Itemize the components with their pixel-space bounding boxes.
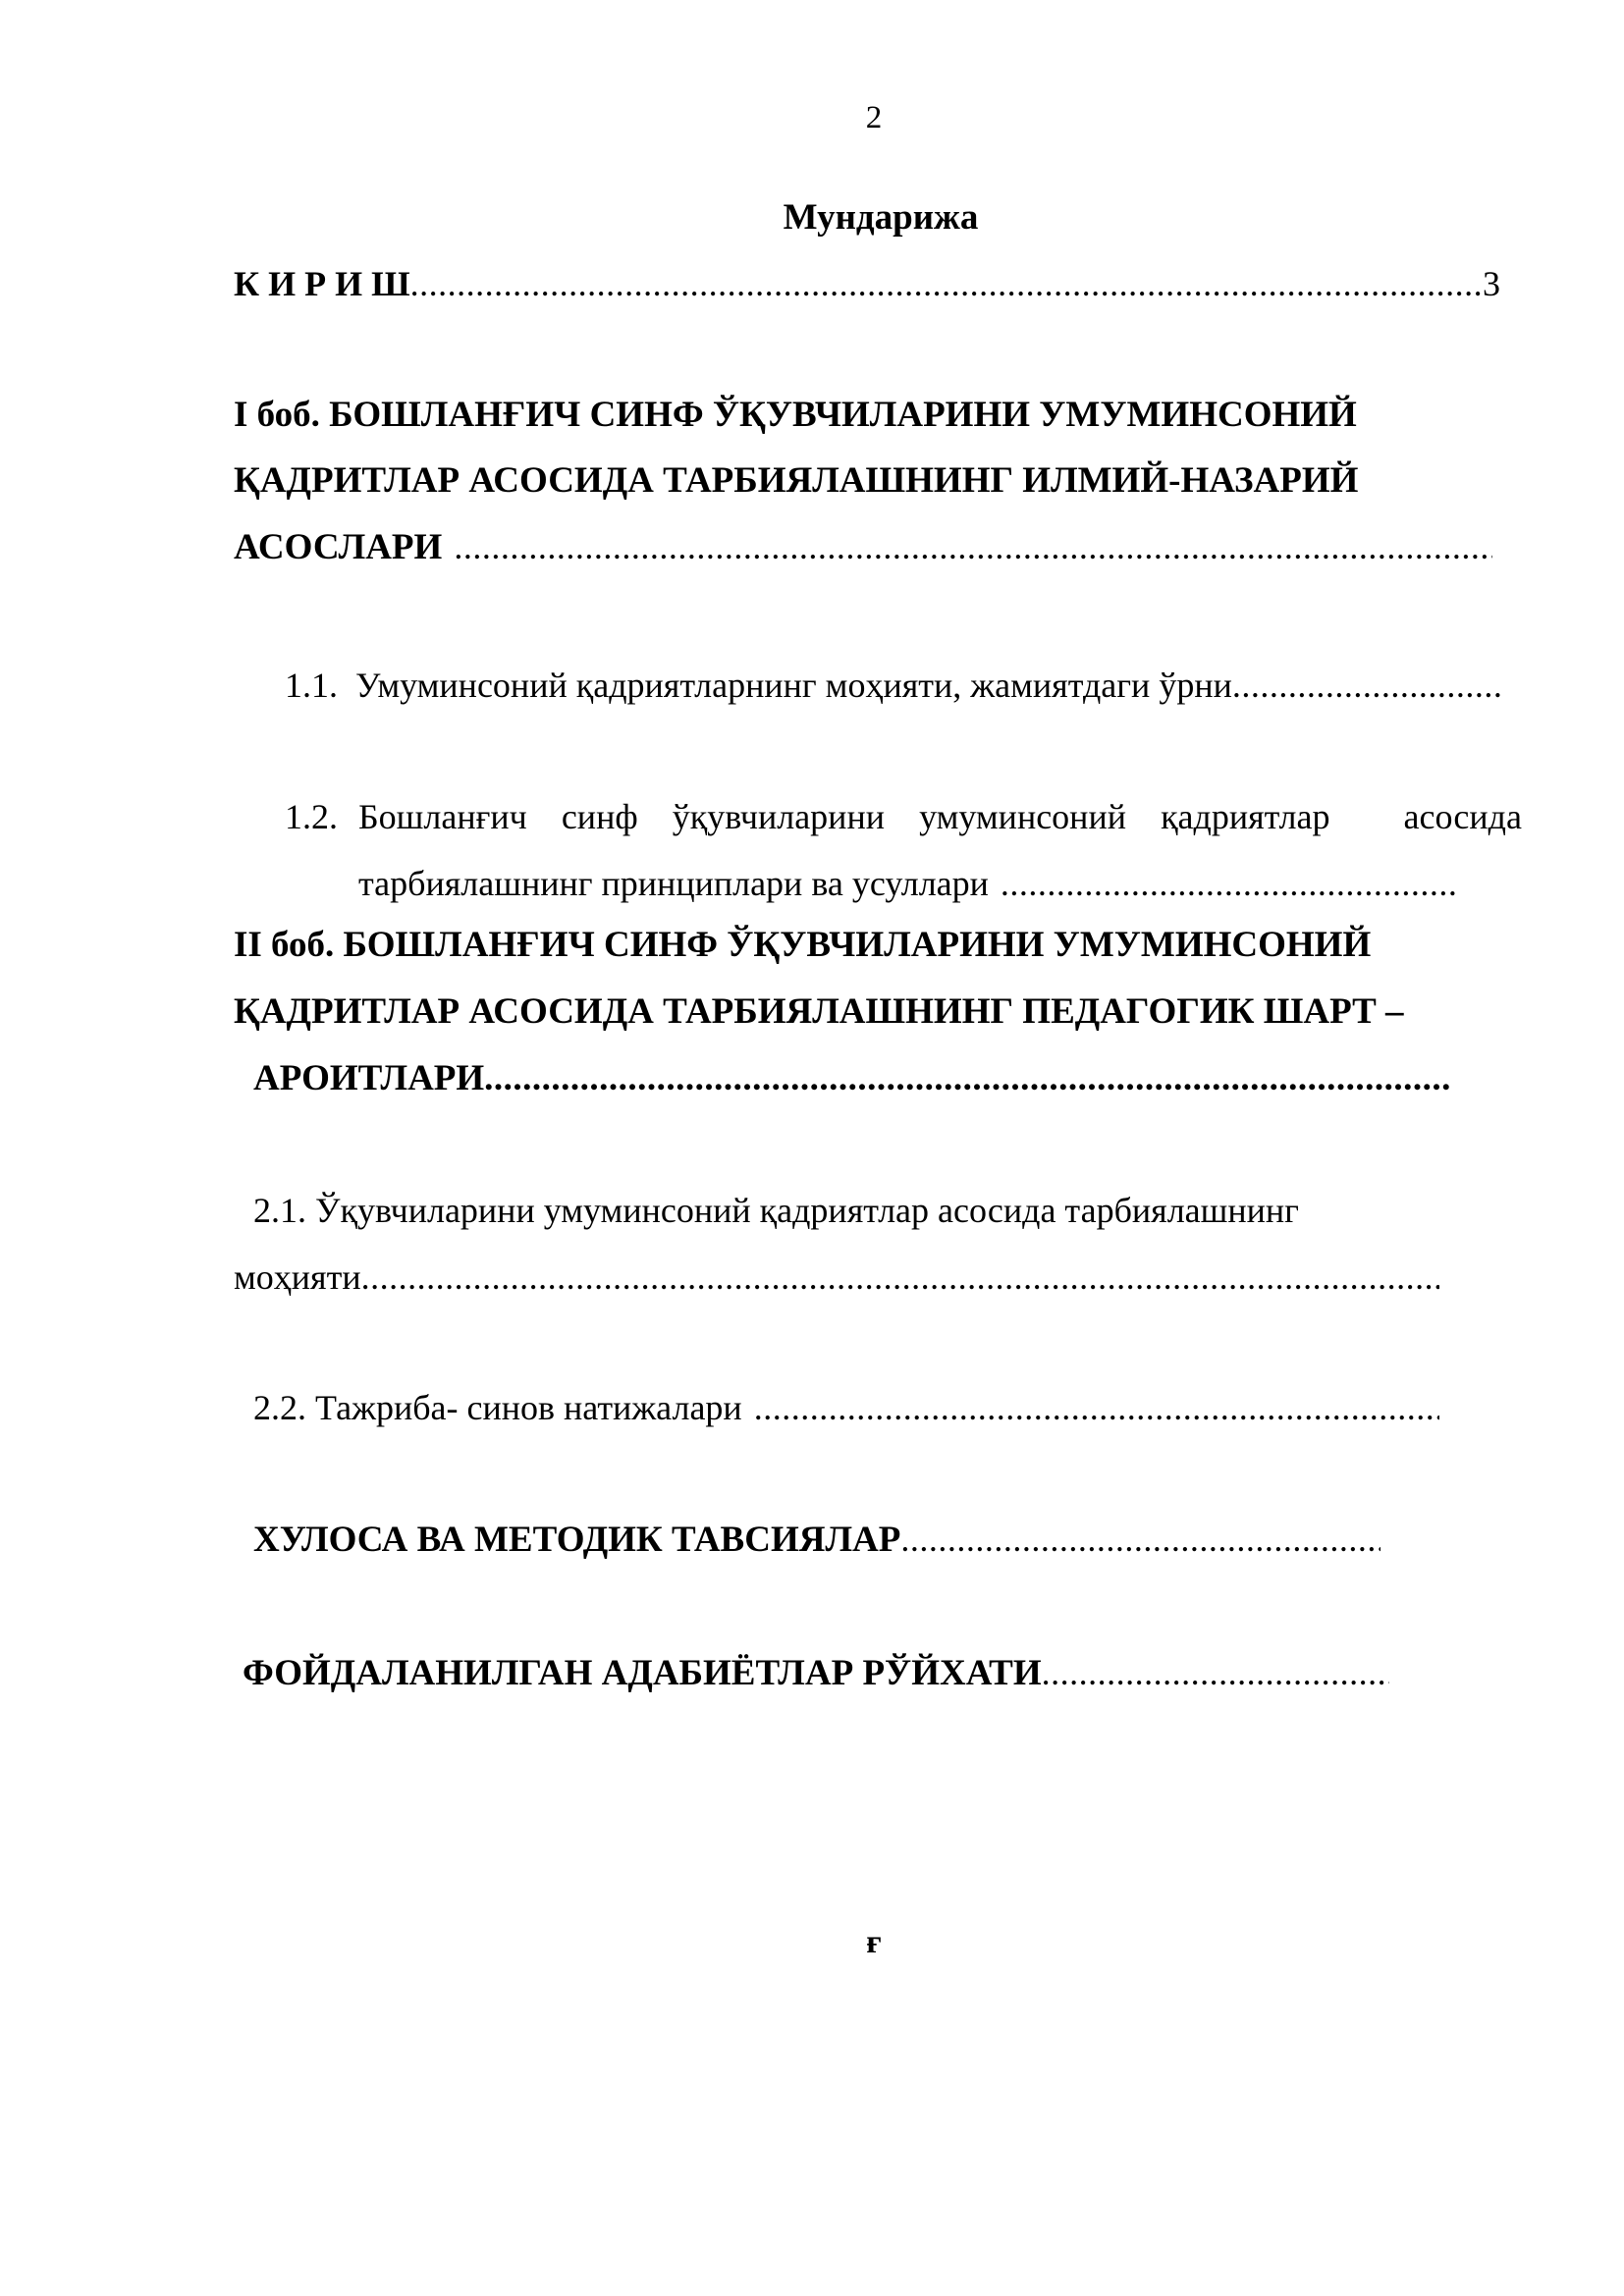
- toc-entry-2-1-line2-text: моҳияти: [234, 1257, 361, 1297]
- toc-word: қадриятлар: [1161, 797, 1330, 836]
- dot-leader: [754, 1390, 1439, 1425]
- toc-entry-1-1-text: Умуминсоний қадриятларнинг моҳияти, жамиятдаги ўрни: [355, 666, 1232, 705]
- chapter1-heading-line1[interactable]: I боб. БОШЛАНҒИЧ СИНФ ЎҚУВЧИЛАРИНИ УМУМИНСОНИЙ: [234, 395, 1357, 435]
- toc-entry-1-2-line1[interactable]: [358, 799, 1522, 834]
- toc-entry-intro-page: 3: [1483, 264, 1500, 303]
- dot-leader: [484, 1060, 1449, 1096]
- toc-word: умуминсоний: [919, 797, 1126, 836]
- toc-entry-1-1-number: 1.1.: [285, 666, 338, 705]
- page-number: 2: [865, 100, 883, 135]
- toc-entry-intro[interactable]: [234, 266, 1500, 301]
- toc-entry-references[interactable]: [243, 1655, 1389, 1691]
- dot-leader: [900, 1522, 1380, 1557]
- dot-leader: [1232, 667, 1502, 703]
- toc-entry-conclusion[interactable]: [253, 1522, 1380, 1558]
- toc-entry-1-2-number: 1.2.: [285, 797, 338, 836]
- toc-word: асосида: [1403, 797, 1522, 836]
- toc-entry-2-1-line1[interactable]: 2.1. Ўқувчиларини умуминсоний қадриятлар асосида тарбиялашнинг: [253, 1191, 1299, 1230]
- dot-leader: [454, 529, 1492, 564]
- chapter2-heading-line2[interactable]: ҚАДРИТЛАР АСОСИДА ТАРБИЯЛАШНИНГ ПЕДАГОГИК ШАРТ –: [234, 991, 1404, 1032]
- chapter1-heading-line3-text: АСОСЛАРИ: [234, 527, 443, 567]
- chapter2-heading-line1[interactable]: II боб. БОШЛАНҒИЧ СИНФ ЎҚУВЧИЛАРИНИ УМУМИНСОНИЙ: [234, 925, 1372, 965]
- chapter2-heading-line3-text: АРОИТЛАРИ: [253, 1058, 485, 1098]
- toc-entry-1-2-line2-text: тарбиялашнинг принциплари ва усуллари: [358, 864, 989, 903]
- chapter2-heading-line3[interactable]: [253, 1060, 1449, 1096]
- toc-entry-2-2-text: 2.2. Тажриба- синов натижалари: [253, 1388, 742, 1427]
- toc-word: Бошланғич: [358, 797, 527, 836]
- toc-entry-1-1[interactable]: [285, 667, 1502, 703]
- toc-entry-references-text: ФОЙДАЛАНИЛГАН АДАБИЁТЛАР РЎЙХАТИ: [243, 1653, 1042, 1693]
- toc-entry-conclusion-text: ХУЛОСА ВА МЕТОДИК ТАВСИЯЛАР: [253, 1520, 901, 1560]
- toc-entry-2-2[interactable]: [253, 1390, 1439, 1425]
- toc-entry-1-2-line2[interactable]: [358, 866, 1455, 901]
- toc-entry-2-1-line2[interactable]: [234, 1259, 1439, 1295]
- toc-word: ўқувчиларини: [672, 797, 885, 836]
- dot-leader: [1001, 866, 1455, 901]
- toc-entry-intro-label: К И Р И Ш: [234, 264, 410, 303]
- dot-leader: [410, 266, 1483, 301]
- dot-leader: [361, 1259, 1439, 1295]
- toc-word: синф: [561, 797, 638, 836]
- dot-leader: [1042, 1655, 1389, 1690]
- footer-mark: ғ: [866, 1924, 882, 1960]
- chapter1-heading-line2[interactable]: ҚАДРИТЛАР АСОСИДА ТАРБИЯЛАШНИНГ ИЛМИЙ-НАЗАРИЙ: [234, 460, 1359, 501]
- toc-title: Мундарижа: [783, 197, 979, 238]
- chapter1-heading-line3[interactable]: [234, 529, 1492, 565]
